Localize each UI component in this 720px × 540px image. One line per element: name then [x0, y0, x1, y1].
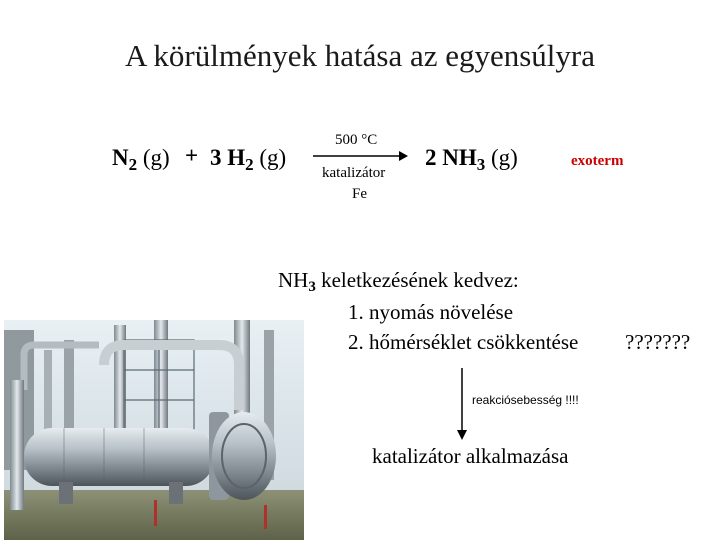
n2-subscript: 2 [128, 155, 138, 174]
page-title: A körülmények hatása az egyensúlyra [125, 38, 595, 73]
product-subscript: 3 [476, 155, 486, 174]
catalyst-label: katalizátor [322, 165, 386, 181]
ammonia-plant-photo [4, 320, 304, 540]
n2-state: (g) [142, 145, 170, 170]
catalyst-metal: Fe [352, 186, 367, 202]
n2-symbol: N [112, 145, 129, 170]
enthalpy-label: exoterm [571, 153, 624, 169]
rate-note: reakciósebesség !!!! [472, 393, 579, 407]
temperature-label: 500 °C [335, 132, 378, 148]
down-arrow [455, 368, 469, 440]
reaction-arrow [313, 150, 408, 162]
condition-item-2: 2. hőmérséklet csökkentése [348, 330, 579, 354]
conclusion-text: katalizátor alkalmazása [372, 444, 569, 468]
reactant-h2 [210, 145, 287, 174]
h2-prefix: 3 H [210, 145, 246, 170]
question-marks: ??????? [625, 330, 691, 354]
heading-text: keletkezésének kedvez: [321, 268, 519, 292]
condition-item-1: 1. nyomás növelése [348, 300, 514, 324]
heading-symbol: NH [278, 268, 309, 292]
product-state: (g) [491, 145, 518, 170]
heading-subscript: 3 [308, 279, 316, 295]
product-prefix: 2 NH [425, 145, 477, 170]
reactant-n2 [112, 145, 170, 174]
product-nh3 [425, 145, 518, 174]
plus-sign: + [185, 143, 199, 168]
conditions-heading [278, 268, 519, 293]
h2-subscript: 2 [245, 155, 254, 174]
h2-state: (g) [259, 145, 287, 170]
